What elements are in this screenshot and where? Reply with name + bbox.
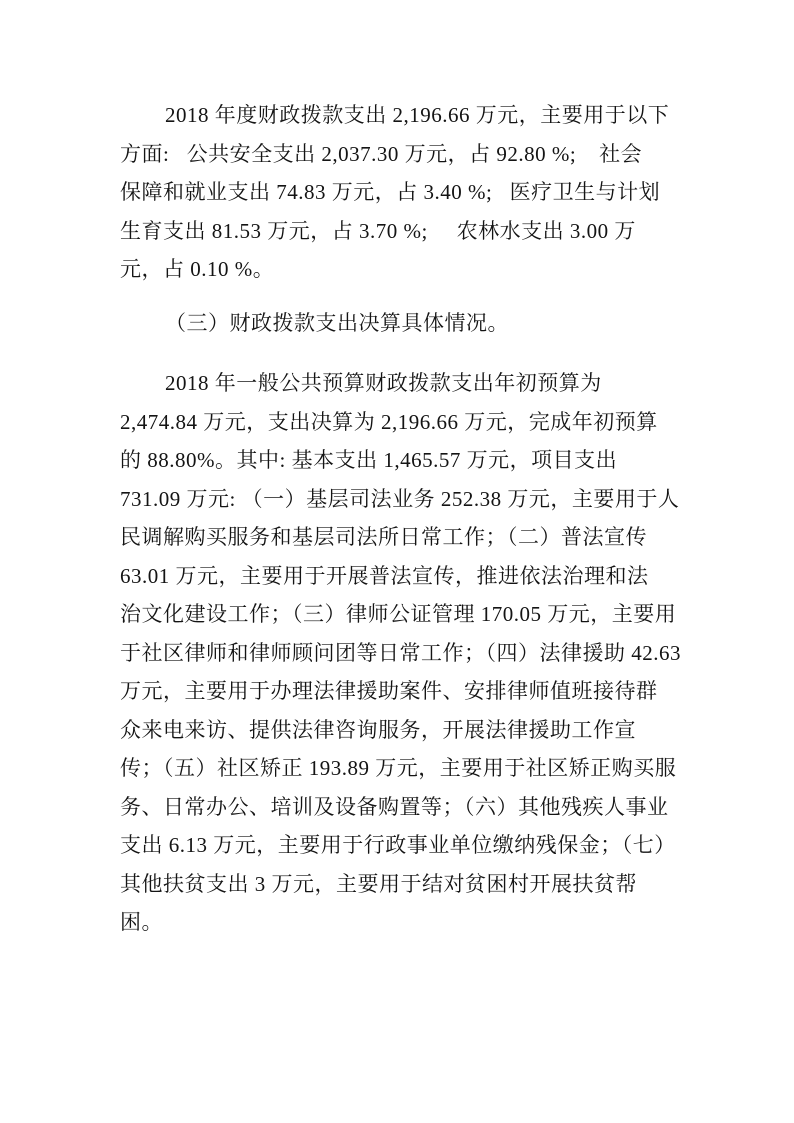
- paragraph-line: 2018 年度财政拨款支出 2,196.66 万元，主要用于以下: [165, 103, 670, 127]
- paragraph-line: 支出 6.13 万元，主要用于行政事业单位缴纳残保金；（七）: [120, 833, 676, 857]
- paragraph-line: 万元，主要用于办理法律援助案件、安排律师值班接待群: [120, 679, 658, 703]
- paragraph-line: 困。: [120, 910, 163, 934]
- paragraph-expenditure-details: [120, 364, 720, 942]
- section-heading: [120, 304, 720, 343]
- paragraph-line: 民调解购买服务和基层司法所日常工作；（二）普法宣传: [120, 525, 647, 549]
- paragraph-line: 生育支出 81.53 万元，占 3.70 %; 农林水支出 3.00 万: [120, 218, 636, 243]
- paragraph-line: 2,474.84 万元，支出决算为 2,196.66 万元，完成年初预算: [120, 409, 658, 434]
- paragraph-fiscal-expenditure-overview: [120, 96, 720, 289]
- document-content: [120, 96, 720, 957]
- paragraph-line: 的 88.80%。其中: 基本支出 1,465.57 万元，项目支出: [120, 448, 618, 472]
- paragraph-line: 731.09 万元: （一）基层司法业务 252.38 万元，主要用于人: [120, 486, 680, 511]
- paragraph-line: 2018 年一般公共预算财政拨款支出年初预算为: [165, 371, 602, 395]
- paragraph-line: 众来电来访、提供法律咨询服务，开展法律援助工作宣: [120, 717, 636, 742]
- paragraph-line: 方面: 公共安全支出 2,037.30 万元，占 92.80 %; 社会: [120, 141, 643, 166]
- paragraph-line: 于社区律师和律师顾问团等日常工作；（四）法律援助 42.63: [120, 640, 681, 665]
- paragraph-line: 保障和就业支出 74.83 万元，占 3.40 %; 医疗卫生与计划: [120, 180, 661, 204]
- section-heading-text: （三）财政拨款支出决算具体情况。: [165, 310, 509, 335]
- paragraph-line: 元，占 0.10 %。: [120, 257, 275, 281]
- paragraph-line: 治文化建设工作；（三）律师公证管理 170.05 万元，主要用: [120, 602, 677, 626]
- paragraph-line: 务、日常办公、培训及设备购置等；（六）其他残疾人事业: [120, 794, 669, 819]
- paragraph-line: 63.01 万元，主要用于开展普法宣传，推进依法治理和法: [120, 563, 649, 588]
- paragraph-line: 传；（五）社区矫正 193.89 万元，主要用于社区矫正购买服: [120, 756, 677, 780]
- paragraph-line: 其他扶贫支出 3 万元，主要用于结对贫困村开展扶贫帮: [120, 871, 637, 896]
